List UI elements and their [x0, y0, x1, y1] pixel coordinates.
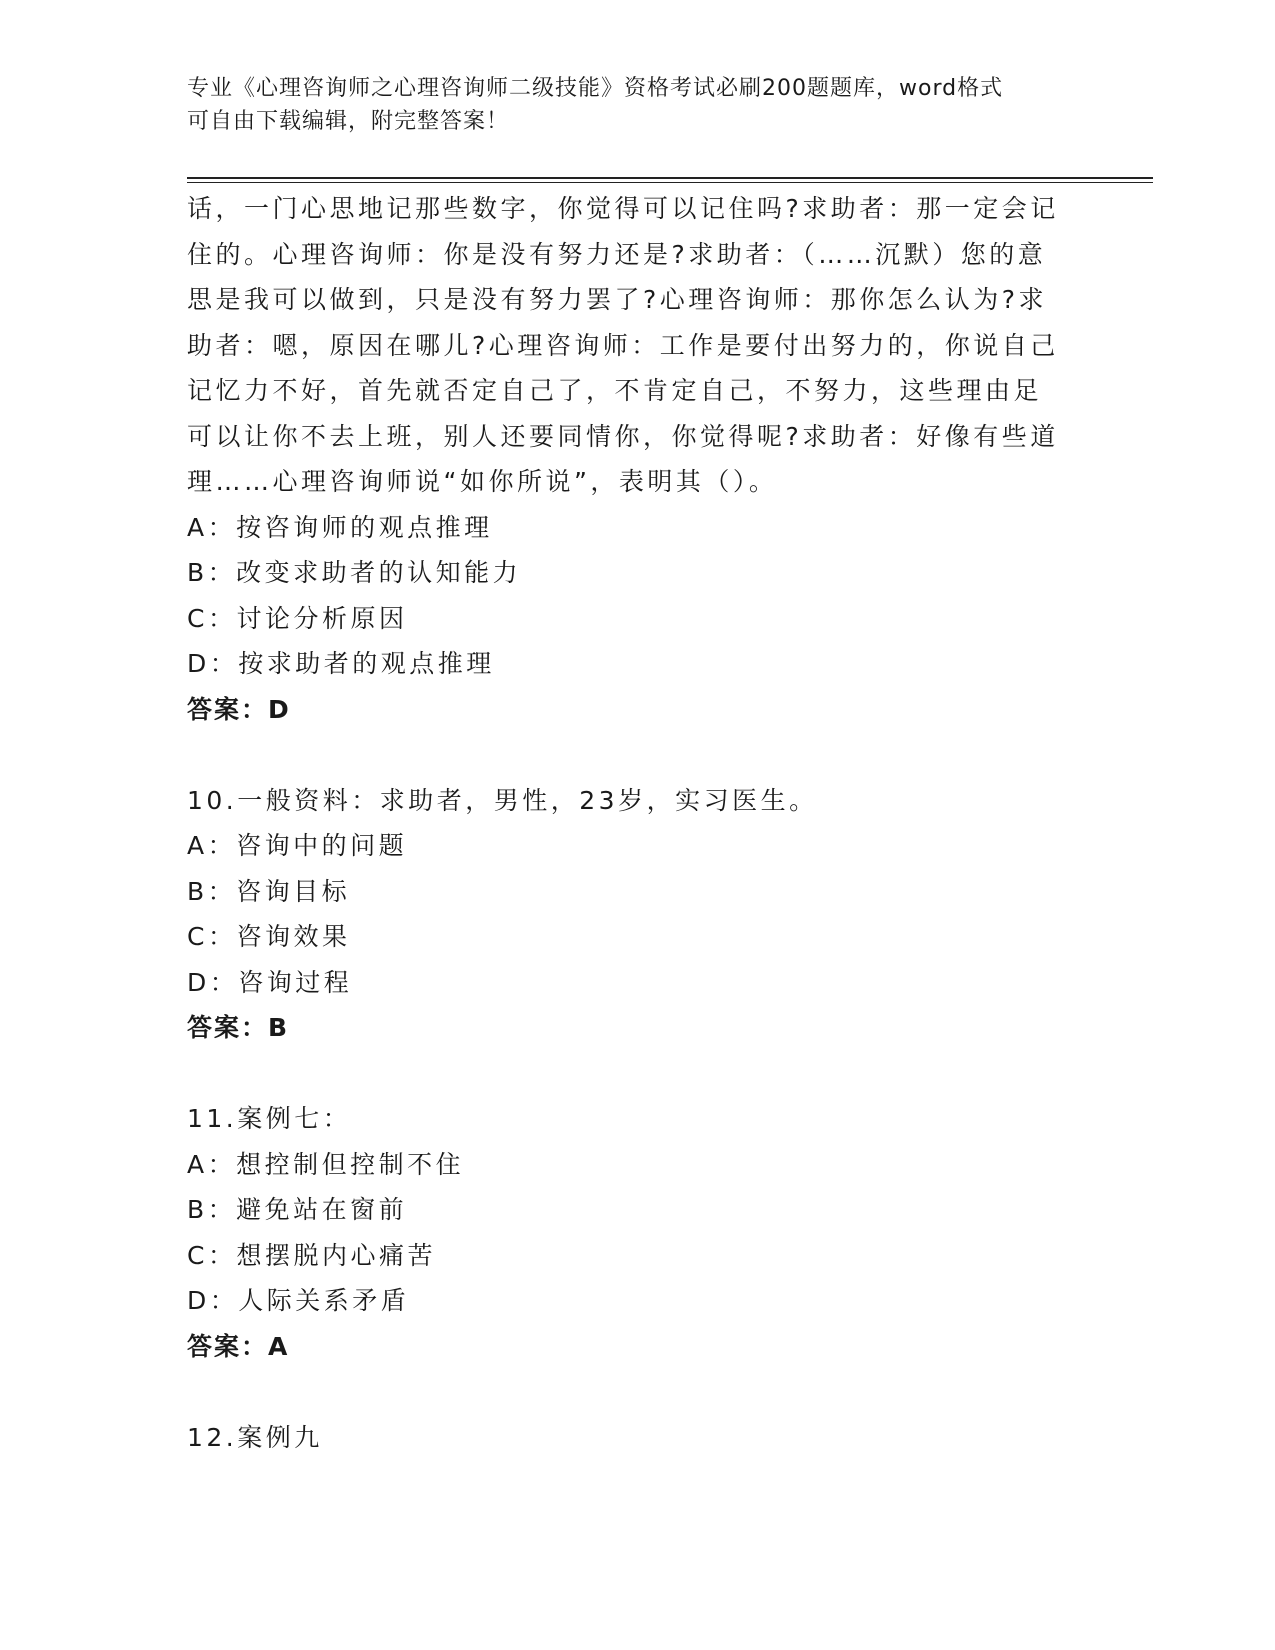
question-text-line: 记忆力不好，首先就否定自己了，不肯定自己，不努力，这些理由足	[187, 376, 1043, 405]
question-12	[187, 1415, 1087, 1461]
answer: 答案：D	[187, 694, 291, 724]
spacer	[187, 732, 1087, 778]
document-body	[187, 186, 1087, 1460]
question-11	[187, 1096, 1087, 1369]
question-text-line: 可以让你不去上班，别人还要同情你，你觉得呢?求助者：好像有些道	[187, 421, 1059, 451]
spacer	[187, 1369, 1087, 1415]
header-line-1: 专业《心理咨询师之心理咨询师二级技能》资格考试必刷200题题库，word格式	[187, 76, 1004, 101]
option-a: A：按咨询师的观点推理	[187, 512, 493, 542]
option-b: B：避免站在窗前	[187, 1195, 408, 1224]
option-c: C：想摆脱内心痛苦	[187, 1240, 436, 1270]
question-text-line: 理……心理咨询师说“如你所说”，表明其（）。	[187, 467, 778, 496]
question-text-line: 住的。心理咨询师：你是没有努力还是?求助者：（……沉默）您的意	[187, 239, 1047, 269]
question-9	[187, 186, 1087, 732]
option-a: A：想控制但控制不住	[187, 1149, 465, 1179]
header-line-2: 可自由下载编辑，附完整答案！	[187, 109, 510, 134]
question-text-line: 助者：嗯，原因在哪儿?心理咨询师：工作是要付出努力的，你说自己	[187, 330, 1059, 360]
option-d: D：咨询过程	[187, 967, 353, 997]
option-d: D：人际关系矛盾	[187, 1286, 410, 1315]
header-rule-thin	[187, 182, 1153, 183]
question-10	[187, 778, 1087, 1051]
spacer	[187, 1051, 1087, 1097]
option-b: B：改变求助者的认知能力	[187, 558, 522, 587]
question-text-line: 话，一门心思地记那些数字，你觉得可以记住吗?求助者：那一定会记	[187, 194, 1059, 223]
document-header	[187, 72, 1087, 138]
question-title: 12.案例九	[187, 1422, 323, 1452]
option-a: A：咨询中的问题	[187, 831, 408, 860]
question-text-line: 思是我可以做到，只是没有努力罢了?心理咨询师：那你怎么认为?求	[187, 285, 1048, 314]
answer: 答案：A	[187, 1331, 290, 1361]
option-b: B：咨询目标	[187, 876, 351, 906]
answer: 答案：B	[187, 1013, 290, 1042]
question-title: 10.一般资料：求助者，男性，23岁，实习医生。	[187, 785, 818, 815]
question-title: 11.案例七：	[187, 1104, 352, 1133]
option-d: D：按求助者的观点推理	[187, 649, 495, 678]
header-rule-thick	[187, 177, 1153, 179]
option-c: C：讨论分析原因	[187, 603, 408, 633]
option-c: C：咨询效果	[187, 922, 351, 951]
